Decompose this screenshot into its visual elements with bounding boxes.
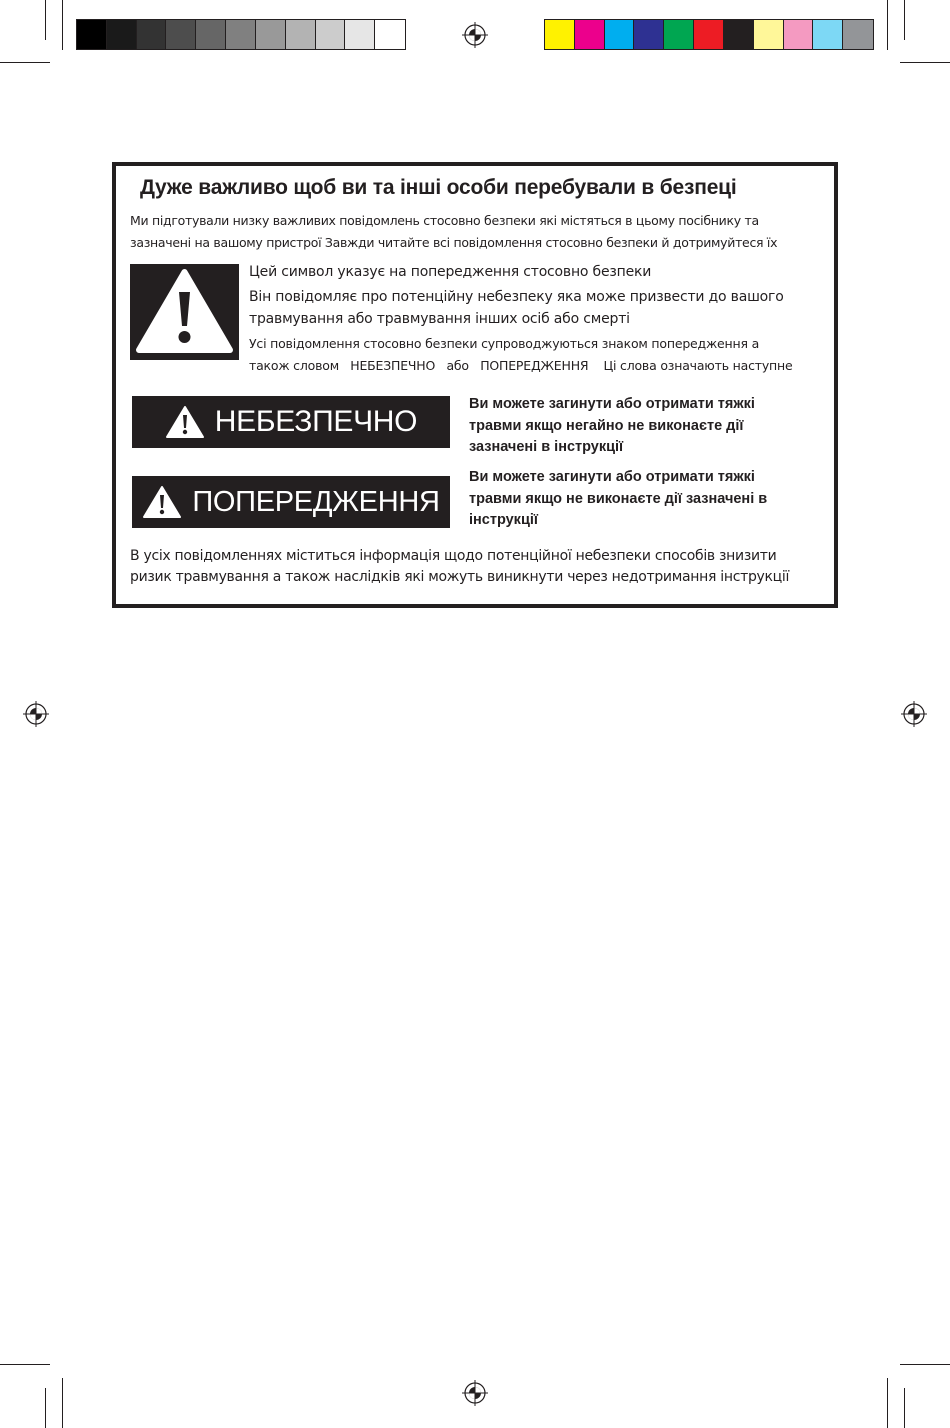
danger-badge	[132, 396, 450, 448]
description-line: травми якщо не виконаєте дії зазначені в	[469, 490, 768, 507]
color-swatch	[375, 20, 405, 49]
crop-mark	[887, 1378, 888, 1428]
color-swatch	[286, 20, 316, 49]
color-swatch	[843, 20, 873, 49]
crop-mark	[0, 62, 50, 63]
warning-badge	[132, 476, 450, 528]
crop-mark	[900, 1364, 950, 1365]
intro-line: зазначені на вашому пристрої Завжди читайте всі повідомлення стосовно безпеки й дотримуйтеся їх	[130, 235, 778, 250]
color-swatch	[724, 20, 754, 49]
safety-notice-title: Дуже важливо щоб ви та інші особи перебували в безпеці	[140, 176, 737, 199]
warning-triangle-icon	[165, 405, 205, 439]
crop-mark	[45, 0, 46, 40]
registration-target-icon	[462, 1380, 488, 1406]
color-swatch	[754, 20, 784, 49]
crop-mark	[887, 0, 888, 50]
crop-mark	[904, 0, 905, 40]
color-swatch	[345, 20, 375, 49]
warning-label: ПОПЕРЕДЖЕННЯ	[192, 485, 440, 518]
color-swatch	[137, 20, 167, 49]
registration-target-icon	[23, 701, 49, 727]
crop-mark	[62, 1378, 63, 1428]
crop-mark	[904, 1388, 905, 1428]
danger-label: НЕБЕЗПЕЧНО	[214, 405, 418, 438]
color-swatch	[694, 20, 724, 49]
color-swatch	[256, 20, 286, 49]
description-line: Ви можете загинути або отримати тяжкі	[469, 469, 755, 485]
symbol-explanation: травмування або травмування інших осіб або смерті	[249, 311, 630, 327]
color-swatch	[107, 20, 137, 49]
symbol-explanation: також словом НЕБЕЗПЕЧНО або ПОПЕРЕДЖЕННЯ Ці слова означають наступне	[249, 358, 793, 373]
color-swatch	[166, 20, 196, 49]
color-swatch	[77, 20, 107, 49]
symbol-explanation: Усі повідомлення стосовно безпеки супроводжуються знаком попередження а	[249, 336, 760, 351]
description-line: Ви можете загинути або отримати тяжкі	[469, 396, 755, 412]
warning-triangle-icon	[142, 485, 182, 519]
footer-line: ризик травмування а також наслідків які можуть виникнути через недотримання інструкції	[130, 569, 790, 585]
color-swatch	[813, 20, 843, 49]
crop-mark	[0, 1364, 50, 1365]
crop-mark	[62, 0, 63, 50]
warning-symbol-panel	[130, 264, 239, 360]
description-line: травми якщо негайно не виконаєте дії	[469, 417, 744, 434]
warning-triangle-icon	[130, 264, 239, 360]
color-swatch	[575, 20, 605, 49]
registration-target-icon	[901, 701, 927, 727]
footer-line: В усіх повідомленнях міститься інформація щодо потенційної небезпеки способів знизити	[130, 548, 777, 564]
danger-description	[469, 394, 819, 459]
color-swatch	[634, 20, 664, 49]
color-swatch	[605, 20, 635, 49]
color-swatch	[226, 20, 256, 49]
safety-intro	[130, 210, 820, 254]
safety-notice-box	[112, 162, 838, 608]
registration-target-icon	[462, 22, 488, 48]
warning-description	[469, 467, 819, 532]
crop-mark	[900, 62, 950, 63]
color-swatch	[316, 20, 346, 49]
process-color-bar	[544, 19, 874, 50]
color-swatch	[196, 20, 226, 49]
safety-footer	[130, 546, 830, 588]
color-swatch	[545, 20, 575, 49]
intro-line: Ми підготували низку важливих повідомлень стосовно безпеки які містяться в цьому посібнику та	[130, 213, 759, 228]
color-swatch	[664, 20, 694, 49]
grayscale-color-bar	[76, 19, 406, 50]
symbol-explanation: Цей символ указує на попередження стосовно безпеки	[249, 264, 652, 280]
crop-mark	[45, 1388, 46, 1428]
color-swatch	[784, 20, 814, 49]
description-line: зазначені в інструкції	[469, 439, 624, 455]
symbol-explanation: Він повідомляє про потенційну небезпеку яка може призвести до вашого	[249, 289, 784, 305]
description-line: інструкції	[469, 512, 538, 528]
